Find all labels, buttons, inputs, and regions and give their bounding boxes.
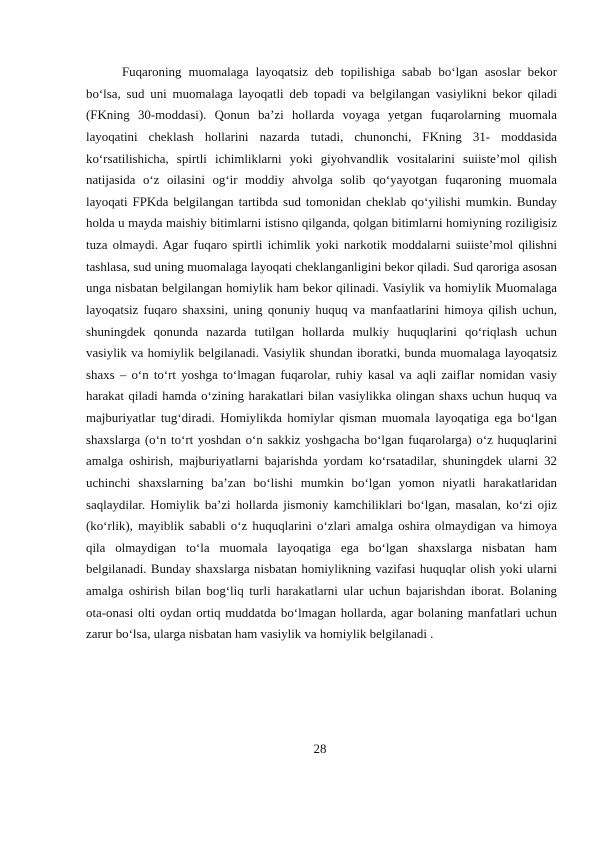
body-paragraph: Fuqaroning muomalaga layoqatsiz deb topilishiga sabab bo‘lgan asoslar bekor bo‘lsa, sud uni muomalaga layoqatli deb topadi va belgilangan vasiylikni bekor qiladi (FKning 30-moddasi). Qonun ba’zi hollarda voyaga yetgan fuqarolarning muomala layoqatini cheklash hollarini nazarda tutadi, chunonchi, FKning 31- moddasida ko‘rsatilishicha, spirtli ichimliklarni yoki giyohvandlik vositalarini suiiste’mol qilish natijasida o‘z oilasini og‘ir moddiy ahvolga solib qo‘yayotgan fuqaroning muomala layoqati FPKda belgilangan tartibda sud tomonidan cheklab qo‘yilishi mumkin. Bunday holda u mayda maishiy bitimlarni istisno qilganda, qolgan bitimlarni homiyning roziligisiz tuza olmaydi. Agar fuqaro spirtli ichimlik yoki narkotik moddalarni suiiste’mol qilishni tashlasa, sud uning muomalaga layoqati cheklanganligini bekor qiladi. Sud qaroriga asosan unga nisbatan belgilangan homiylik ham bekor qilinadi. Vasiylik va homiylik Muomalaga layoqatsiz fuqaro shaxsini, uning qonuniy huquq va manfaatlarini himoya qilish uchun, shuningdek qonunda nazarda tutilgan hollarda mulkiy huquqlarini qo‘riqlash uchun vasiylik va homiylik belgilanadi. Vasiylik shundan iboratki, bunda muomalaga layoqatsiz shaxs – o‘n to‘rt yoshga to‘lmagan fuqarolar, ruhiy kasal va aqli zaiflar nomidan vasiy harakat qiladi hamda o‘zining harakatlari bilan vasiylikka olingan shaxs uchun huquq va majburiyatlar tug‘diradi. Homiylikda homiylar qisman muomala layoqatiga ega bo‘lgan shaxslarga (o‘n to‘rt yoshdan o‘n sakkiz yoshgacha bo‘lgan fuqarolarga) o‘z huquqlarini amalga oshirish, majburiyatlarni bajarishda yordam ko‘rsatadilar, shuningdek ularni 32 uchinchi shaxslarning ba’zan bo‘lishi mumkin bo‘lgan yomon niyatli harakatlaridan saqlaydilar. Homiylik ba’zi hollarda jismoniy kamchiliklari bo‘lgan, masalan, ko‘zi ojiz (ko‘rlik), mayiblik sababli o‘z huquqlarini o‘zlari amalga oshira olmaydigan va himoya qila olmaydigan to‘la muomala layoqatiga ega bo‘lgan shaxslarga nisbatan ham belgilanadi. Bunday shaxslarga nisbatan homiylikning vazifasi huquqlar olish yoki ularni amalga oshirish bilan bog‘liq turli harakatlarni ular uchun bajarishdan iborat. Bolaning ota-onasi olti oydan ortiq muddatda bo‘lmagan hollarda, agar bolaning manfatlari uchun zarur bo‘lsa, ularga nisbatan ham vasiylik va homiylik belgilanadi . [86,65,557,642]
page-number: 28 [313,742,327,756]
